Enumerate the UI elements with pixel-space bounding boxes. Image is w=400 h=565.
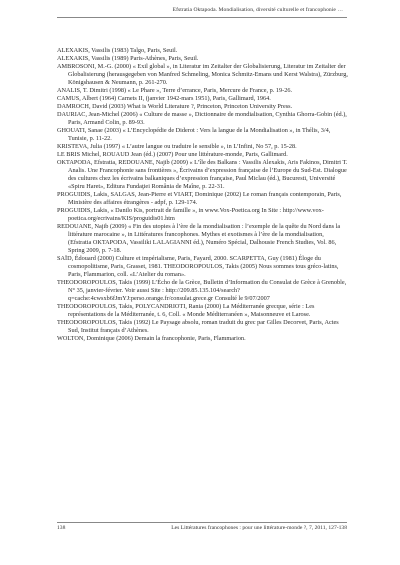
bibliography-entry: REDOUANE, Najib (2009) « Fin des utopies à l’ère de la mondialisation : l’exemple de la quête du Nord dans la littérature marocaine », in Littératures francophones. Mythes et exotismes à l’ère de la mondialisation, (Efstratia OKTAPODA, Vassiliki LALAGIANNI éd.), Numéro Spécial, Dalhousie French Studies, Vol. 86, Spring 2009, p. 7-18. (57, 223, 341, 254)
page-number: 138 (57, 525, 66, 531)
journal-citation: Les Littératures francophones : pour une littérature-monde ?, 7, 2011, 127-138 (171, 525, 347, 531)
bibliography-entry: LE BRIS Michel, ROUAUD Jean (éd.) (2007) Pour une littérature-monde, Paris, Gallimard. (57, 151, 288, 158)
header-rule (57, 17, 347, 18)
bibliography-entry: WOLTON, Dominique (2006) Demain la francophonie, Paris, Flammarion. (57, 335, 246, 342)
bibliography-entry: OKTAPODA, Efstratia, REDOUANE, Najib (2009) « L’île des Balkans : Vassilis Alexakis, Aris Fakinos, Dimitri T. Analis. Une Francophonie sans frontières », Écrivains d’expression française de l’Europe du Sud-Est. Dialogue des cultures chez les écrivains balkaniques d’expression française, Paul Miclau (éd.), Bucuresti, Université «Spiru Haret», Editura Fundaţiei România de Maîne, p. 22-31. (57, 159, 348, 190)
bibliography-entry: THEODOROPOULOS, Takis (1992) Le Paysage absolu, roman traduit du grec par Gilles Decorvet, Paris, Actes Sud, Institut français d’Athènes. (57, 319, 339, 334)
bibliography-entry: THEODOROPOULOS, Takis (1999) L’Écho de la Grèce, Bulletin d’Information du Consulat de Grèce à Grenoble, N° 35, janvier-février. Voir aussi Site : http://209.85.135.104/search?q=cache:4cwsxb6fJmYJ:perso.orange.fr/consulat.grece.gr Consulté le 9/07/2007 (57, 279, 347, 302)
bibliography-entry: KRISTEVA, Julia (1997) « L’autre langue ou traduire le sensible », in L’Infini, No 57, p. 15-28. (57, 143, 297, 150)
bibliography-entry: SAÏD, Édouard (2000) Culture et impérialisme, Paris, Fayard, 2000. SCARPETTA, Guy (1981) Éloge du cosmopolitisme, Paris, Grasset, 1981. THEODOROPOULOS, Takis (2005) Nous sommes tous gréco-latins, Paris, Flammarion, coll. «L’Atelier du roman». (57, 255, 339, 278)
bibliography-entry: AMBROSONI, M.-G. (2000) « Exil global », in Literatur im Zeitalter der Globalisierung, Literatur im Zeitalter der Globalisierung (herausgegeben von Manfred Schmeling, Monica Schmitz-Emans und Kerst Walstra), Zürzburg, Königshausen & Neumann, p. 261-270. (57, 63, 348, 86)
bibliography-entry: PROGUIDIS, Lakis, « Danilo Kis, portrait de famille », in www.Vox-Poetica.org In Site : http://www.vox-poetica.org/ecrivains/KIS/proguidis01.htm (57, 207, 324, 222)
bibliography-entry: ALEXAKIS, Vassilis (1989) Paris-Athènes, Paris, Seuil. (57, 55, 199, 62)
bibliography-entry: CAMUS, Albert (1964) Carnets II, (janvier 1942-mars 1951), Paris, Gallimard, 1964. (57, 95, 271, 102)
bibliography-entry: ALEXAKIS, Vassilis (1983) Talgo, Paris, Seuil. (57, 47, 178, 54)
footer-rule (57, 522, 347, 523)
bibliography-list (57, 47, 348, 343)
bibliography-entry: THEODOROPOULOS, Takis, POLYCANDRIOTI, Rania (2000) La Méditerranée grecque, série : Les représentations de la Méditerranée, t. 6, Coll. « Monde Méditerranéen », Maisonneuve et Larose. (57, 303, 315, 318)
running-header: Efstratia Oktapoda. Mondialisation, diversité culturelle et francophonie … (172, 7, 343, 13)
bibliography-entry: ANALIS, T. Dimitri (1998) « Le Phare », Terre d’errance, Paris, Mercure de France, p. 19-26. (57, 87, 293, 94)
bibliography-entry: PROGUIDIS, Lakis, SALGAS, Jean-Pierre et VIART, Dominique (2002) Le roman français contemporain, Paris, Ministère des affaires étrangères - adpf, p. 129-174. (57, 191, 342, 206)
bibliography-entry: DAMROCH, David (2003) What is World Literature ?, Princeton, Princeton University Press. (57, 103, 293, 110)
bibliography-entry: GHOUATI, Sanae (2003) « L’Encyclopédie de Diderot : Vers la langue de la Mondialisation », in Thélis, 3/4, Tunisie, p. 11-22. (57, 127, 331, 142)
bibliography-entry: DAURIAC, Jean-Michel (2006) « Culture de masse », Dictionnaire de mondialisation, Cynthia Ghorra-Gobin (éd.), Paris, Armand Colin, p. 89-93. (57, 111, 347, 126)
